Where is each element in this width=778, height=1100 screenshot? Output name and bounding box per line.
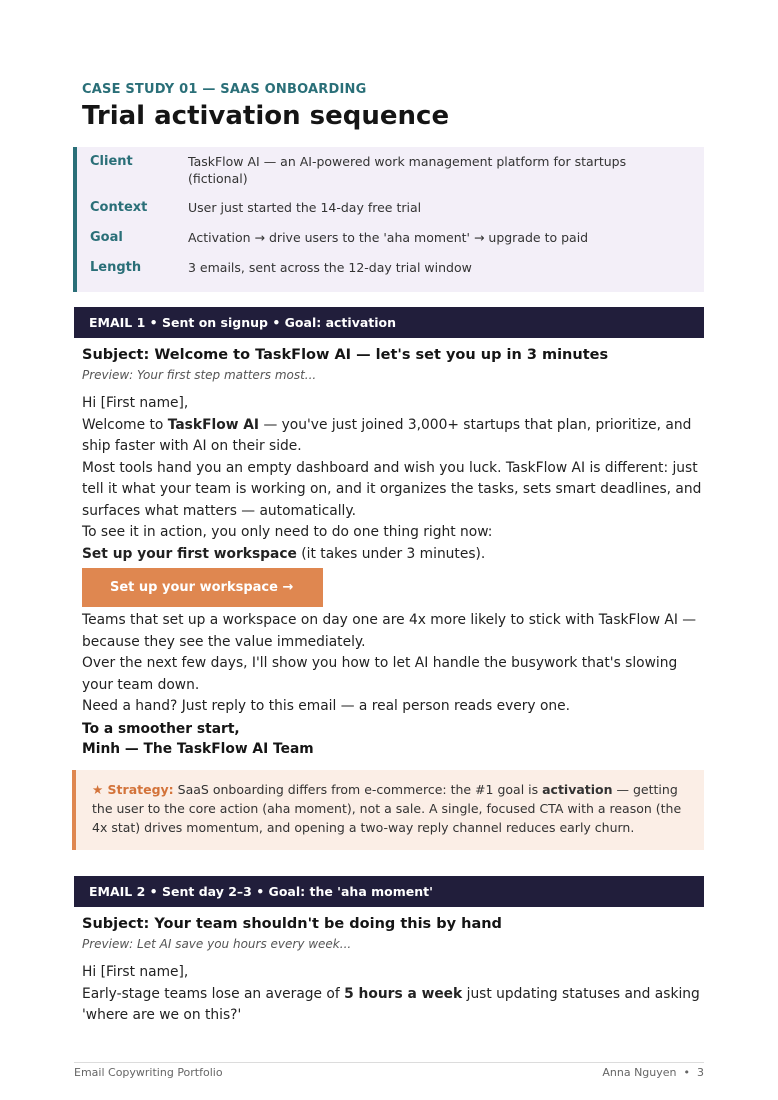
- email-1-body: [82, 393, 707, 565]
- signoff-name: Minh — The TaskFlow AI Team: [82, 741, 314, 757]
- email-1-paragraph-setup: [82, 544, 707, 566]
- strategy-callout: [72, 770, 704, 850]
- email-2-greeting: Hi [First name],: [82, 964, 189, 980]
- email-2-paragraph-stat: [82, 984, 707, 1027]
- meta-row-length: [77, 259, 704, 289]
- email-1-header: EMAIL 1 • Sent on signup • Goal: activation: [74, 307, 704, 338]
- meta-label: Goal: [90, 230, 123, 245]
- meta-value: TaskFlow AI — an AI-powered work management platform for startups (fictional): [188, 154, 627, 186]
- email-1-paragraph-welcome: [82, 415, 707, 458]
- case-study-meta-table: [73, 147, 704, 292]
- brand-name: TaskFlow AI: [167, 416, 260, 433]
- text-run: SaaS onboarding differs from e-commerce: the #1 goal is: [173, 782, 543, 797]
- stat-emphasis: 5 hours a week: [344, 985, 463, 1002]
- meta-label: Length: [90, 260, 142, 275]
- meta-value: 3 emails, sent across the 12-day trial window: [188, 260, 472, 275]
- meta-value: User just started the 14-day free trial: [188, 200, 422, 215]
- text-run: Welcome to: [82, 416, 168, 433]
- email-1-paragraph-reply: Need a hand? Just reply to this email — a real person reads every one.: [82, 698, 571, 714]
- email-1-paragraph-stat: Teams that set up a workspace on day one are 4x more likely to stick with TaskFlow AI — because they see the value immediately.: [82, 612, 697, 650]
- email-1-body-continued: [82, 610, 707, 718]
- email-1-paragraph-next: Over the next few days, I'll show you how to let AI handle the busywork that's slowing your team down.: [82, 655, 678, 693]
- email-2-header: EMAIL 2 • Sent day 2–3 • Goal: the 'aha moment': [74, 876, 704, 907]
- text-run: (it takes under 3 minutes).: [296, 545, 486, 562]
- email-2-subject: Subject: Your team shouldn't be doing this by hand: [82, 916, 502, 932]
- email-1-subject: Subject: Welcome to TaskFlow AI — let's set you up in 3 minutes: [82, 347, 609, 363]
- footer-portfolio-title: Email Copywriting Portfolio: [74, 1066, 223, 1079]
- meta-value: Activation → drive users to the 'aha moment' → upgrade to paid: [188, 230, 589, 245]
- text-run: — getting the user to the core action (aha moment), not a sale. A single, focused CTA with a reason (the 4x stat) drives momentum, and opening a two-way reply channel reduces early churn.: [92, 782, 682, 835]
- email-1-greeting: Hi [First name],: [82, 395, 189, 411]
- setup-workspace-button[interactable]: Set up your workspace →: [82, 568, 323, 607]
- email-1-signoff: [82, 719, 314, 759]
- footer-divider: [74, 1062, 704, 1063]
- text-run: — you've just joined 3,000+ startups that plan, prioritize, and ship faster with AI on their side.: [82, 416, 692, 454]
- setup-emphasis: Set up your first workspace: [82, 545, 297, 562]
- meta-row-context: [77, 199, 704, 229]
- strategy-label: ★ Strategy:: [92, 782, 174, 797]
- text-run: just updating statuses and asking 'where are we on this?': [82, 985, 700, 1023]
- email-1-paragraph-action: To see it in action, you only need to do one thing right now:: [82, 524, 493, 540]
- case-study-eyebrow: CASE STUDY 01 — SAAS ONBOARDING: [82, 82, 367, 97]
- email-1-paragraph-different: Most tools hand you an empty dashboard and wish you luck. TaskFlow AI is different: just tell it what your team is working on, and it organizes the tasks, sets smart deadlines, and surfaces what matters — automatically.: [82, 459, 702, 519]
- meta-row-goal: [77, 229, 704, 259]
- email-1-preview: Preview: Your first step matters most...: [82, 368, 317, 382]
- text-run: Early-stage teams lose an average of: [82, 985, 345, 1002]
- meta-label: Client: [90, 154, 133, 169]
- footer-author-page: Anna Nguyen • 3: [602, 1066, 704, 1079]
- meta-label: Context: [90, 200, 148, 215]
- signoff-line: To a smoother start,: [82, 721, 240, 737]
- strategy-emphasis: activation: [542, 782, 613, 797]
- email-2-body: [82, 962, 707, 1027]
- meta-row-client: [77, 153, 704, 199]
- email-2-preview: Preview: Let AI save you hours every week...: [82, 937, 352, 951]
- page-title: Trial activation sequence: [82, 101, 450, 131]
